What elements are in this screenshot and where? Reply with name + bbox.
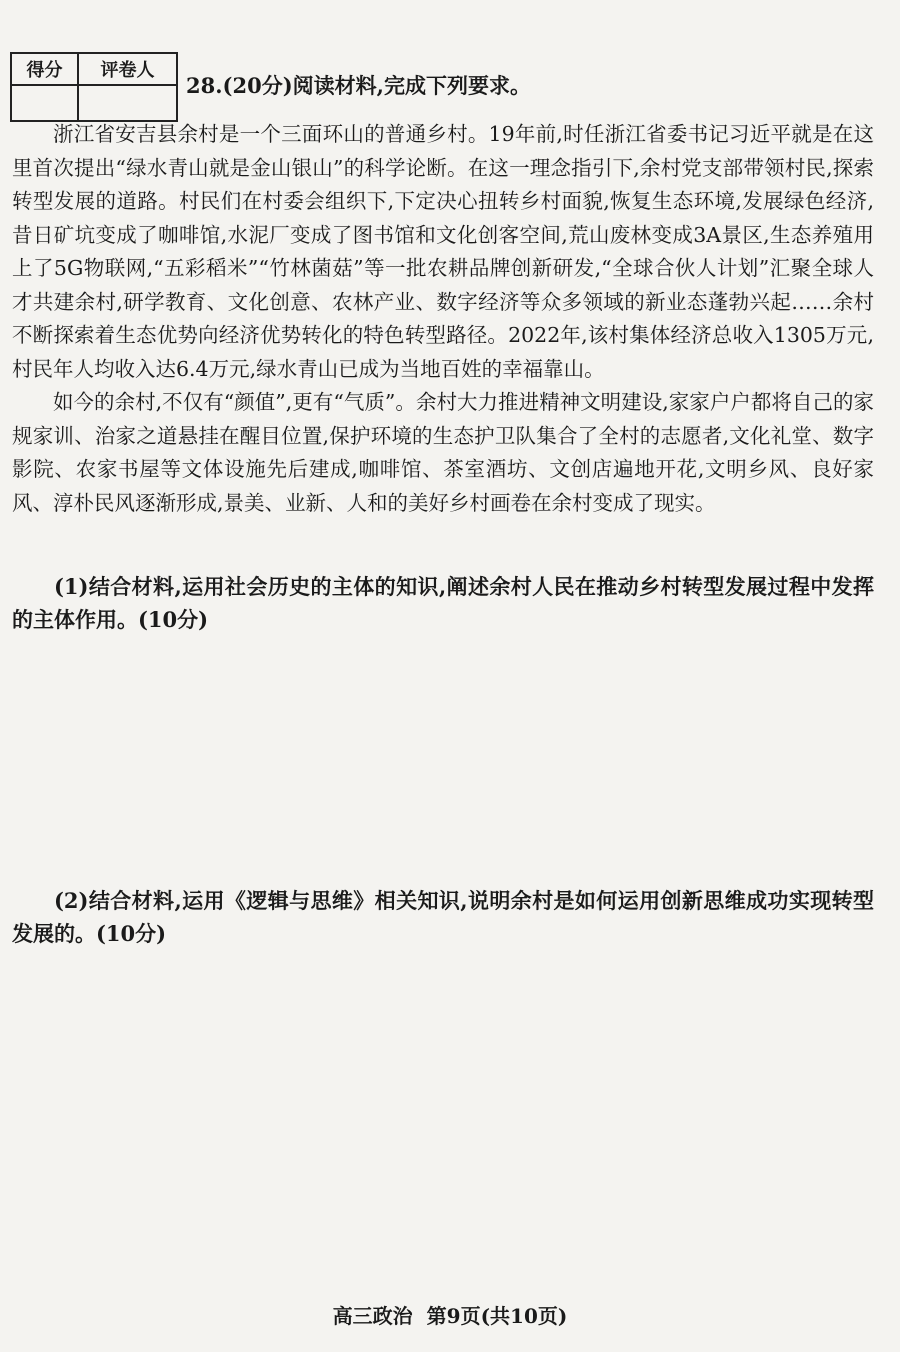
footer-subject: 高三政治 (332, 1304, 413, 1328)
score-cell (11, 85, 78, 121)
reading-material (12, 118, 874, 520)
sub-question-2: (2)结合材料,运用《逻辑与思维》相关知识,说明余村是如何运用创新思维成功实现转型发展的。(10分) (12, 888, 874, 946)
question-header: 28.(20分)阅读材料,完成下列要求。 (186, 73, 531, 98)
grader-label: 评卷人 (78, 53, 177, 85)
score-box (10, 52, 178, 122)
score-label: 得分 (11, 53, 78, 85)
material-paragraph-1: 浙江省安吉县余村是一个三面环山的普通乡村。19年前,时任浙江省委书记习近平就是在这里首次提出“绿水青山就是金山银山”的科学论断。在这一理念指引下,余村党支部带领村民,探索转型发展的道路。村民们在村委会组织下,下定决心扭转乡村面貌,恢复生态环境,发展绿色经济,昔日矿坑变成了咖啡馆,水泥厂变成了图书馆和文化创客空间,荒山废林变成3A景区,生态养殖用上了5G物联网,“五彩稻米”“竹林菌菇”等一批农耕品牌创新研发,“全球合伙人计划”汇聚全球人才共建余村,研学教育、文化创意、农林产业、数字经济等众多领域的新业态蓬勃兴起……余村不断探索着生态优势向经济优势转化的特色转型路径。2022年,该村集体经济总收入1305万元,村民年人均收入达6.4万元,绿水青山已成为当地百姓的幸福靠山。 (12, 122, 874, 381)
grader-cell (78, 85, 177, 121)
material-paragraph-2: 如今的余村,不仅有“颜值”,更有“气质”。余村大力推进精神文明建设,家家户户都将自己的家规家训、治家之道悬挂在醒目位置,保护环境的生态护卫队集合了全村的志愿者,文化礼堂、数字影院、农家书屋等文体设施先后建成,咖啡馆、茶室酒坊、文创店遍地开花,文明乡风、良好家风、淳朴民风逐渐形成,景美、业新、人和的美好乡村画卷在余村变成了现实。 (12, 390, 874, 515)
page-footer (0, 1300, 900, 1329)
footer-page-number: 第9页(共10页) (426, 1304, 568, 1328)
sub-question-1: (1)结合材料,运用社会历史的主体的知识,阐述余村人民在推动乡村转型发展过程中发挥的主体作用。(10分) (12, 574, 874, 632)
